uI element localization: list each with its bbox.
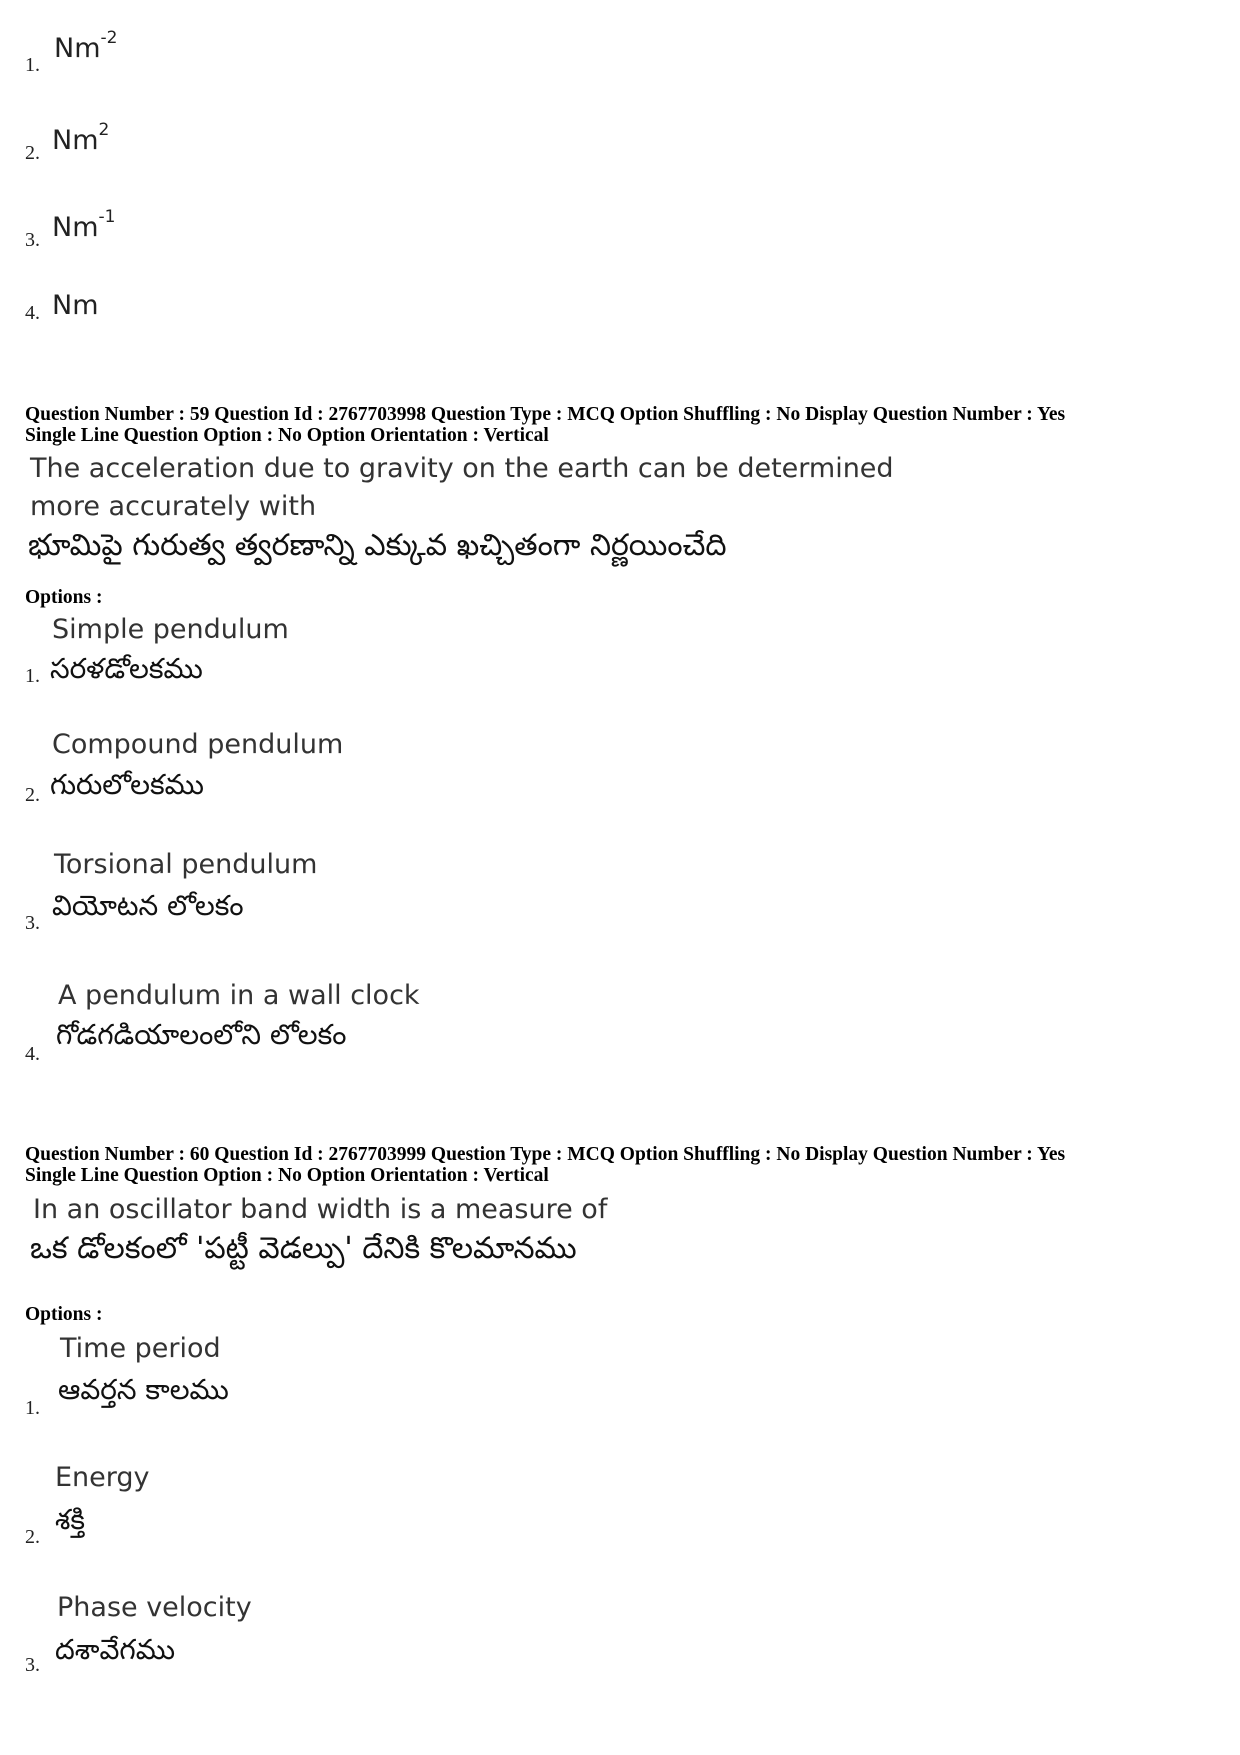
option-text-en: A pendulum in a wall clock bbox=[58, 980, 420, 1011]
option-number: 3. bbox=[25, 912, 40, 934]
question-meta-line-1: Question Number : 59 Question Id : 2767703998 Question Type : MCQ Option Shuffling : No Display Question Number : Yes bbox=[25, 404, 1066, 425]
question-text-en: In an oscillator band width is a measure of bbox=[33, 1194, 608, 1225]
option-number: 4. bbox=[25, 302, 40, 324]
option-number: 3. bbox=[25, 229, 40, 251]
option-text-te: సరళడోలకము bbox=[50, 652, 203, 685]
option-text: Nm$^2$ bbox=[52, 120, 110, 156]
options-label: Options : bbox=[25, 587, 103, 608]
option-number: 1. bbox=[25, 1397, 40, 1419]
question-meta-line-2: Single Line Question Option : No Option Orientation : Vertical bbox=[25, 1165, 549, 1186]
option-number: 2. bbox=[25, 142, 40, 164]
option-text-te: గోడగడియాలంలోని లోలకం bbox=[56, 1018, 347, 1051]
option-text: $Nm^{-1}$ bbox=[52, 207, 116, 243]
option-text-te: శక్తి bbox=[55, 1503, 86, 1536]
option-text-en: Time period bbox=[60, 1333, 221, 1364]
option-text-en: Energy bbox=[55, 1462, 150, 1493]
question-meta-line-1: Question Number : 60 Question Id : 2767703999 Question Type : MCQ Option Shuffling : No Display Question Number : Yes bbox=[25, 1144, 1066, 1165]
option-text: Nm bbox=[52, 290, 99, 321]
option-text: $Nm^{-2}$ bbox=[54, 28, 118, 64]
question-text-en: The acceleration due to gravity on the earth can be determined bbox=[30, 453, 894, 484]
option-number: 2. bbox=[25, 784, 40, 806]
options-label: Options : bbox=[25, 1304, 103, 1325]
option-text-en: Simple pendulum bbox=[52, 614, 289, 645]
option-number: 3. bbox=[25, 1654, 40, 1676]
option-text-te: దశావేగము bbox=[55, 1633, 176, 1666]
option-text-en: Torsional pendulum bbox=[54, 849, 318, 880]
question-text-te: ఒక డోలకంలో 'పట్టీ వెడల్పు' దేనికి కొలమానము bbox=[30, 1231, 577, 1266]
option-number: 1. bbox=[25, 54, 40, 76]
question-text-te: భూమిపై గురుత్వ త్వరణాన్ని ఎక్కువ ఖచ్చితంగా నిర్ణయించేది bbox=[28, 528, 727, 563]
option-text-en: Compound pendulum bbox=[52, 729, 344, 760]
option-number: 4. bbox=[25, 1043, 40, 1065]
option-number: 1. bbox=[25, 665, 40, 687]
option-text-te: గురులోలకము bbox=[50, 768, 204, 801]
question-meta-line-2: Single Line Question Option : No Option Orientation : Vertical bbox=[25, 425, 549, 446]
option-text-te: ఆవర్తన కాలము bbox=[58, 1373, 229, 1406]
option-number: 2. bbox=[25, 1526, 40, 1548]
question-text-en-cont: more accurately with bbox=[30, 491, 317, 522]
option-text-te: వియోటన లోలకం bbox=[52, 889, 244, 922]
option-text-en: Phase velocity bbox=[57, 1592, 252, 1623]
